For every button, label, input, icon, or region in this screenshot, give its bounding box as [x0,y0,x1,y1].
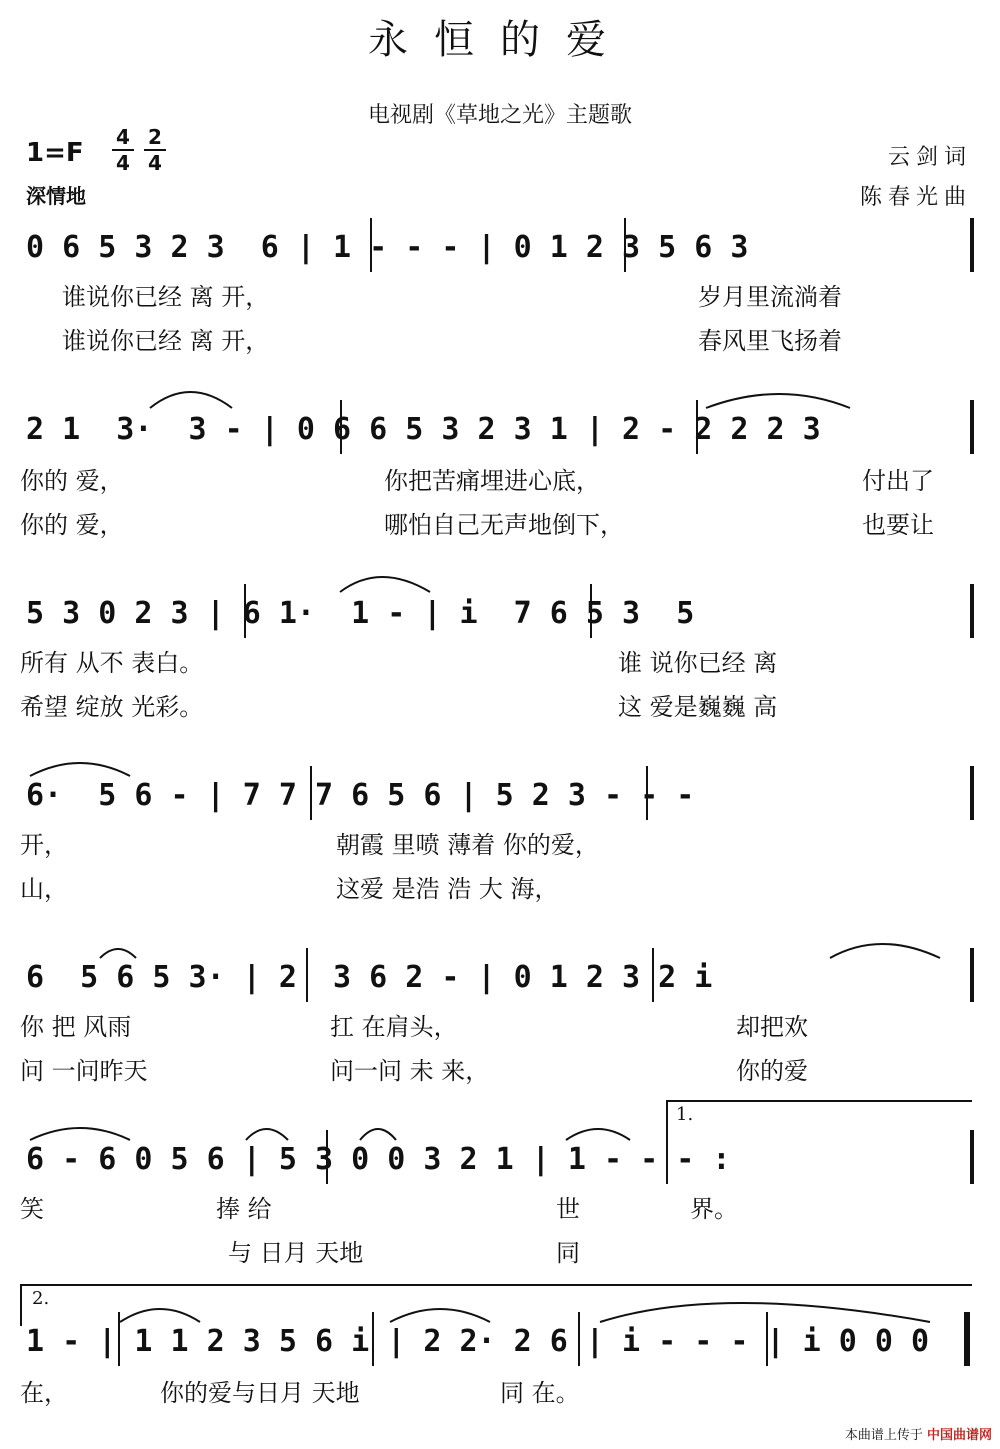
lyric-row-2-line-2-b: 哪怕自己无声地倒下， [384,511,624,539]
bar-line [118,1312,120,1366]
lyric-row-3-line-2-b: 这 爱是巍巍 高 [618,693,778,721]
lyric-row-1-line-2-b: 春风里飞扬着 [698,327,842,355]
bar-line [578,1312,580,1366]
lyric-row-2-line-2-a: 你的 爱， [20,511,124,539]
slur [706,394,850,408]
key-signature: 1=F [26,138,84,168]
lyric-row-2-line-1-b: 你把苦痛埋进心底， [384,467,600,495]
bar-line-end [970,948,974,1002]
lyric-row-7-line-1-c: 同 在。 [500,1379,580,1407]
lyric-row-4-line-2-b: 这爱 是浩 浩 大 海， [336,875,559,903]
bar-line-end [970,218,974,272]
lyric-row-6-line-1-b: 捧 给 [216,1195,272,1223]
final-bar-line [964,1312,970,1366]
bar-line [624,218,626,272]
slur [246,1129,288,1140]
lyric-row-6-line-1-d: 界。 [690,1195,738,1223]
lyric-row-3-line-1-b: 谁 说你已经 离 [618,649,778,677]
bar-line [370,218,372,272]
lyric-row-2-line-1-a: 你的 爱， [20,467,124,495]
song-subtitle: 电视剧《草地之光》主题歌 [367,103,632,128]
lyric-row-4-line-1-a: 开， [20,831,68,859]
bar-line-end [970,584,974,638]
lyric-row-6-line-1-c: 世 [556,1195,580,1223]
bar-line [590,584,592,638]
lyric-row-5-line-1-a: 你 把 风雨 [20,1013,132,1041]
notation-row-4: 6· 5 6 - | 7 7 7 6 5 6 | 5 2 3 - - - [26,778,695,813]
lyric-row-5-line-1-c: 却把欢 [736,1013,808,1041]
lyric-row-6-line-2-a: 与 日月 天地 [228,1239,364,1267]
volta-second-label: 2. [32,1288,50,1309]
notation-row-6: 6 - 6 0 5 6 | 5 3 0 0 3 2 1 | 1 - - - : [26,1142,731,1177]
lyric-row-7-line-1-b: 你的爱与日月 天地 [160,1379,360,1407]
notation-row-5: 6 5 6 5 3· | 2 3 6 2 - | 0 1 2 3 2 i [26,960,713,995]
song-title: 永恒的爱 [368,17,632,63]
bar-line [310,766,312,820]
bar-line [340,400,342,454]
lyric-row-5-line-2-c: 你的爱 [736,1057,808,1085]
bar-line [244,584,246,638]
bar-line [372,1312,374,1366]
lyricist-credit: 云剑词 [887,145,972,170]
notation-row-2: 2 1 3· 3 - | 0 6 6 5 3 2 3 1 | 2 - 2 2 2 3 [26,412,821,447]
lyric-row-7-line-1-a: 在， [20,1379,68,1407]
lyric-row-6-line-2-b: 同 [556,1239,580,1267]
bar-line-end [970,766,974,820]
slur [150,392,232,408]
time-signature-4-4: 4 4 [112,126,134,174]
bar-line [666,1130,668,1184]
volta-bracket-second [20,1284,972,1326]
bar-line [306,948,308,1002]
notation-row-1: 0 6 5 3 2 3 6 | 1 - - - | 0 1 2 3 5 6 3 [26,230,749,265]
lyric-row-3-line-2-a: 希望 绽放 光彩。 [20,693,204,721]
composer-credit: 陈春光曲 [859,185,972,210]
lyric-row-5-line-2-a: 问 一问昨天 [20,1057,148,1085]
slur [30,763,130,776]
footer-text: 本曲谱上传于 [844,1428,923,1443]
lyric-row-2-line-2-c: 也要让 [862,511,934,539]
lyric-row-5-line-1-b: 扛 在肩头， [330,1013,458,1041]
tempo-marking: 深情地 [26,184,86,208]
volta-first-label: 1. [676,1104,694,1125]
volta-bracket-first [666,1100,972,1142]
lyric-row-1-line-1-b: 岁月里流淌着 [698,283,842,311]
time-signature-2-4: 2 4 [144,126,166,174]
footer-watermark [845,1424,992,1443]
bar-line [646,766,648,820]
repeat-end-bar [970,1130,974,1184]
lyric-row-4-line-1-b: 朝霞 里喷 薄着 你的爱， [336,831,599,859]
lyric-row-5-line-2-b: 问一问 未 来， [330,1057,490,1085]
notation-row-7: 1 - | 1 1 2 3 5 6 i | 2 2· 2 6 | i - - - | i 0 0 0 [26,1324,930,1359]
slur [30,1128,130,1140]
slur [360,1129,396,1140]
lyric-row-2-line-1-c: 付出了 [862,467,934,495]
bar-line [766,1312,768,1366]
lyric-row-4-line-2-a: 山， [20,875,68,903]
lyric-row-1-line-1-a: 谁说你已经 离 开， [62,283,270,311]
slur [340,577,430,592]
bar-line [696,400,698,454]
slur [566,1129,630,1140]
bar-line [652,948,654,1002]
lyric-row-6-line-1-a: 笑 [20,1195,44,1223]
lyric-row-3-line-1-a: 所有 从不 表白。 [20,649,204,677]
lyric-row-1-line-2-a: 谁说你已经 离 开， [62,327,270,355]
slur [830,944,940,958]
footer-brand: 中国曲谱网 [926,1428,992,1443]
notation-row-3: 5 3 0 2 3 | 6 1· 1 - | i 7 6 5 3 5 [26,596,695,631]
bar-line [326,1130,328,1184]
slur [100,949,136,958]
bar-line-end [970,400,974,454]
